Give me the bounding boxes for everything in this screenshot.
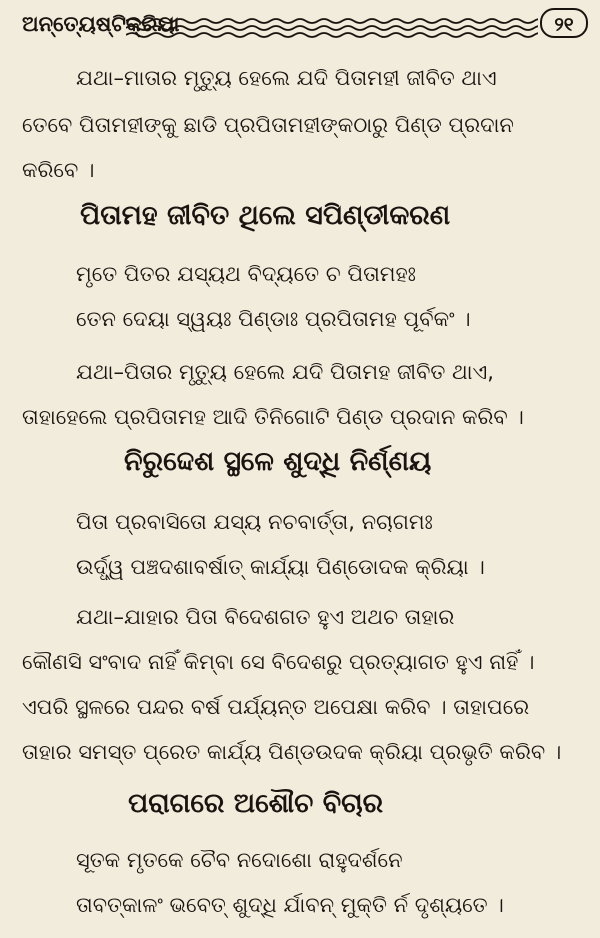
paragraph-line: ଯଥା–ମାତାର ମୃତ୍ୟୁ ହେଲେ ଯଦି ପିତାମହୀ ଜୀବିତ ଥାଏ bbox=[76, 66, 497, 90]
verse-line: ପିତା ପ୍ରବାସିତୋ ଯସ୍ୟ ନଚବାର୍ତ୍ତା, ନଚାଗମଃ bbox=[76, 510, 433, 534]
verse-line: ଉର୍ଦ୍ଧ୍ୱ ପଞ୍ଚଦଶାବର୍ଷାତ୍ କାର୍ଯ୍ୟା ପିଣ୍ଡୋଦକ କ୍ରିୟା । bbox=[76, 555, 485, 579]
wave-divider bbox=[126, 16, 538, 40]
section-heading: ନିରୁଦ୍ଦେଶ ସ୍ଥଳେ ଶୁଦ୍ଧି ନିର୍ଣ୍ଣୟ bbox=[124, 446, 432, 477]
paragraph-line: ଯଥା–ଯାହାର ପିତା ବିଦେଶଗତ ହୁଏ ଅଥଚ ତାହାର bbox=[76, 605, 455, 629]
paragraph-line: ଯଥା–ପିତାର ମୃତ୍ୟୁ ହେଲେ ଯଦି ପିତାମହ ଜୀବିତ ଥାଏ, bbox=[76, 360, 494, 384]
paragraph-line: ତାହାହେଲେ ପ୍ରପିତାମହ ଆଦି ତିନିଗୋଟି ପିଣ୍ଡ ପ୍ରଦାନ କରିବ । bbox=[22, 405, 524, 429]
verse-line: ମୃତେ ପିତର ଯସ୍ୟଥ ବିଦ୍ୟତେ ଚ ପିତାମହଃ bbox=[76, 262, 416, 286]
paragraph-line: ତେବେ ପିତାମହୀଙ୍କୁ ଛାଡି ପ୍ରପିତାମହୀଙ୍କଠାରୁ ପିଣ୍ଡ ପ୍ରଦାନ bbox=[22, 113, 514, 137]
running-header bbox=[22, 8, 582, 46]
verse-line: ତାବତ୍‌କାଳଂ ଭବେତ୍ ଶୁଦ୍ଧି ର୍ଯାବନ୍ ମୁକ୍ତି ର୍ନ ଦୃଶ୍ୟତେ । bbox=[76, 893, 504, 917]
verse-line: ତେନ ଦେୟା ସ୍ୱୟଃ ପିଣ୍ଡାଃ ପ୍ରପିତାମହ ପୂର୍ବକଂ । bbox=[76, 307, 471, 331]
section-heading: ପିତାମହ ଜୀବିତ ଥିଲେ ସପିଣ୍ଡୀକରଣ bbox=[80, 200, 451, 231]
running-title: ଅନ୍ତ୍ୟେଷ୍ଟିକ୍ରିୟା bbox=[22, 12, 180, 36]
verse-line: ସୂତକ ମୃତକେ ଚୈବ ନଦୋଶୋ ରାହୁଦର୍ଶନେ bbox=[76, 848, 403, 872]
section-heading: ପରାଗରେ ଅଶୌଚ ବିଚାର bbox=[128, 788, 384, 819]
paragraph-line: କରିବେ । bbox=[22, 158, 95, 182]
paragraph-line: ଏପରି ସ୍ଥଳରେ ପନ୍ଦର ବର୍ଷ ପର୍ଯ୍ୟନ୍ତ ଅପେକ୍ଷା କରିବ । ତାହାପରେ bbox=[22, 695, 530, 719]
paragraph-line: କୌଣସି ସଂବାଦ ନାହିଁ କିମ୍ବା ସେ ବିଦେଶରୁ ପ୍ରତ୍ୟାଗତ ହୁଏ ନାହିଁ । bbox=[22, 650, 535, 674]
page-number: ୨୧ bbox=[540, 8, 588, 38]
paragraph-line: ତାହାର ସମସ୍ତ ପ୍ରେତ କାର୍ଯ୍ୟ ପିଣ୍ଡଉଦକ କ୍ରିୟା ପ୍ରଭୃତି କରିବ । bbox=[22, 740, 562, 764]
